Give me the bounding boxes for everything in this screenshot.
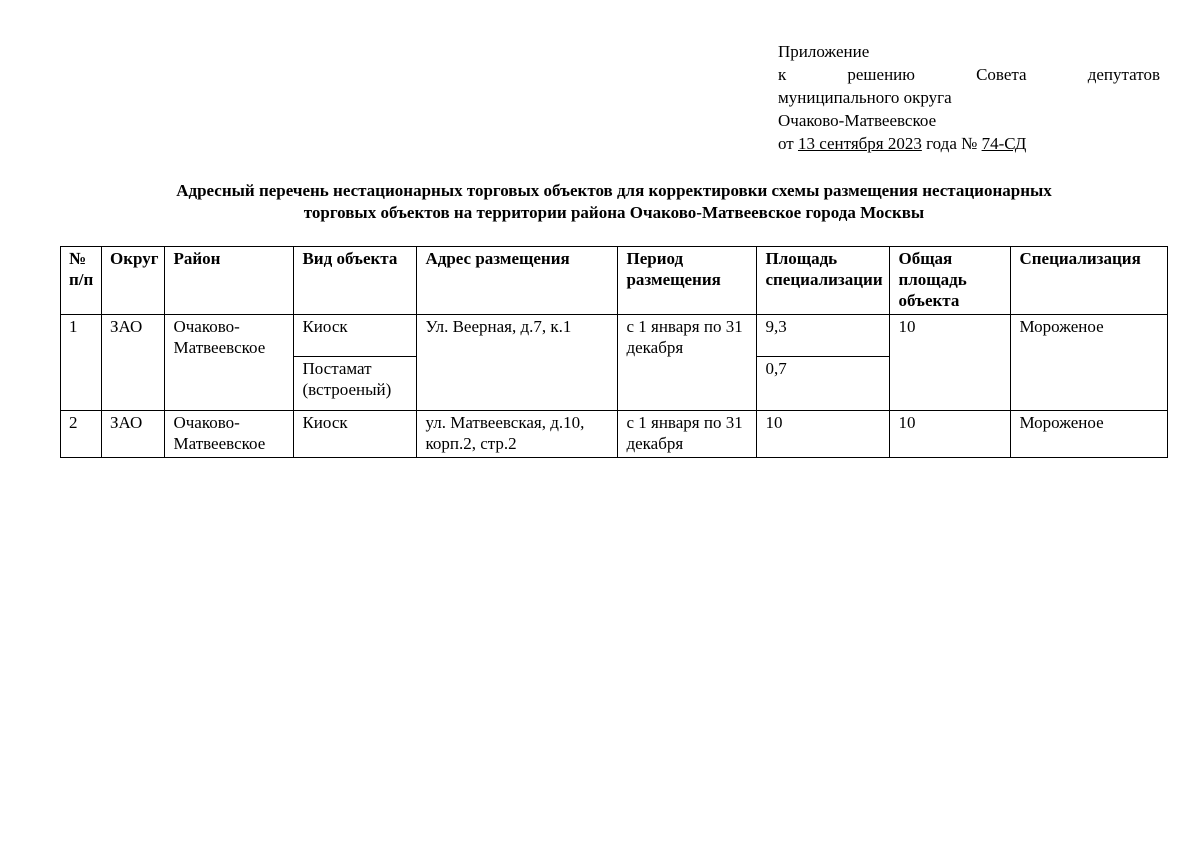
header-address: Адрес размещения (417, 247, 618, 315)
cell-spec: Мороженое (1011, 315, 1168, 411)
header-vid: Вид объекта (294, 247, 417, 315)
cell-total-area: 10 (890, 315, 1011, 411)
decision-date: 13 сентября 2023 (797, 134, 922, 153)
cell-spec: Мороженое (1011, 411, 1168, 458)
title-line-1: Адресный перечень нестационарных торговых объектов для корректировки схемы размещения нестационарных (176, 181, 1052, 200)
header-num: № п/п (61, 247, 102, 315)
date-suffix: года № (921, 134, 982, 153)
header-total-area: Общая площадь объекта (890, 247, 1011, 315)
cell-rayon: Очаково-Матвеевское (165, 315, 294, 411)
cell-rayon: Очаково-Матвеевское (165, 411, 294, 458)
header-rayon: Район (165, 247, 294, 315)
cell-total-area: 10 (890, 411, 1011, 458)
table-row (61, 315, 1168, 357)
word-deputatov: депутатов (1087, 65, 1160, 84)
cell-num: 2 (61, 411, 102, 458)
cell-okrug: ЗАО (102, 315, 165, 411)
cell-spec-area: 10 (757, 411, 890, 458)
appendix-okrug: муниципального округа (778, 88, 952, 107)
objects-table (60, 246, 1168, 458)
cell-spec-area: 9,3 (757, 315, 890, 357)
cell-okrug: ЗАО (102, 411, 165, 458)
header-okrug: Округ (102, 247, 165, 315)
title-line-2: торговых объектов на территории района Очаково-Матвеевское города Москвы (303, 203, 925, 222)
cell-address: Ул. Веерная, д.7, к.1 (417, 315, 618, 411)
appendix-date-line (778, 132, 1160, 155)
appendix-decision-line (778, 63, 1160, 86)
header-spec: Специализация (1011, 247, 1168, 315)
document-title (60, 180, 1168, 224)
word-resheniyu: решению (847, 65, 915, 84)
table-row (61, 411, 1168, 458)
cell-period: с 1 января по 31 декабря (618, 315, 757, 411)
table-header-row (61, 247, 1168, 315)
cell-period: с 1 января по 31 декабря (618, 411, 757, 458)
date-prefix: от (778, 134, 798, 153)
header-spec-area: Площадь специализации (757, 247, 890, 315)
appendix-label: Приложение (778, 42, 870, 61)
cell-num: 1 (61, 315, 102, 411)
decision-number: 74-СД (981, 134, 1027, 153)
cell-vid: Киоск (294, 411, 417, 458)
appendix-district: Очаково-Матвеевское (778, 111, 937, 130)
header-period: Период размещения (618, 247, 757, 315)
word-k: к (778, 65, 787, 84)
appendix-block (778, 40, 1160, 155)
word-soveta: Совета (976, 65, 1027, 84)
cell-spec-area: 0,7 (757, 357, 890, 411)
cell-vid: Постамат (встроеный) (294, 357, 417, 411)
cell-vid: Киоск (294, 315, 417, 357)
cell-address: ул. Матвеевская, д.10, корп.2, стр.2 (417, 411, 618, 458)
